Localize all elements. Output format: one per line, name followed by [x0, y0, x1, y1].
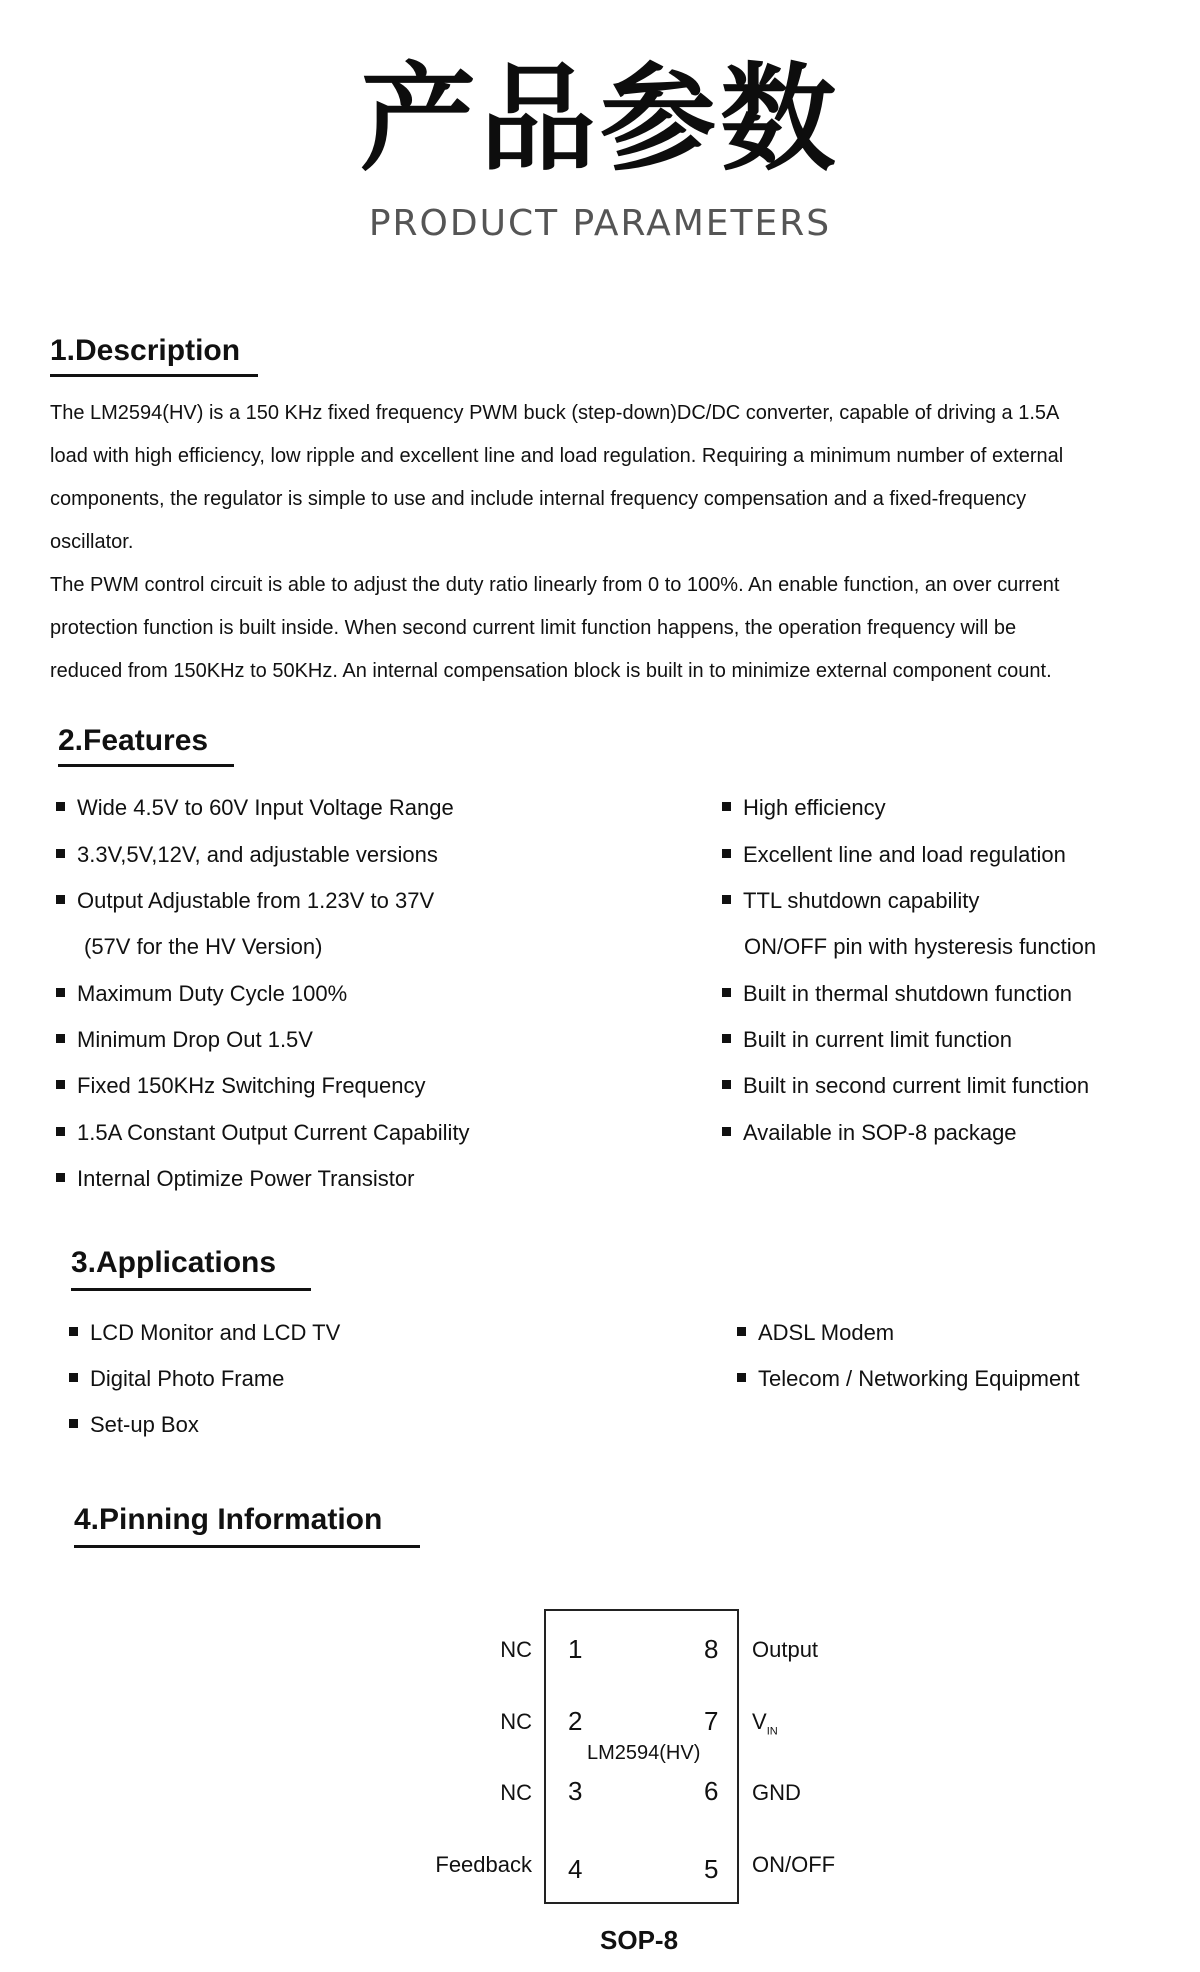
bullet-icon — [69, 1373, 78, 1382]
feature-item-continuation: ON/OFF pin with hysteresis function — [744, 934, 1097, 959]
application-item: ADSL Modem — [737, 1322, 894, 1344]
application-item: Digital Photo Frame — [69, 1368, 284, 1390]
page-title-chinese: 产品参数 — [360, 52, 840, 187]
bullet-icon — [56, 802, 65, 811]
feature-item-continuation: (57V for the HV Version) — [84, 934, 323, 959]
description-line: load with high efficiency, low ripple and excellent line and load regulation. Requiring a minimum number of external — [50, 445, 1064, 467]
pin-label-4: Feedback — [435, 1852, 532, 1877]
pin-number-7: 7 — [704, 1706, 719, 1736]
application-item: Set-up Box — [69, 1414, 199, 1436]
bullet-icon — [722, 1127, 731, 1136]
pin-number-6: 6 — [704, 1776, 719, 1806]
pin-label-6: GND — [752, 1780, 801, 1805]
applications-underline — [71, 1288, 311, 1291]
bullet-icon — [722, 849, 731, 858]
feature-item: 3.3V,5V,12V, and adjustable versions — [56, 844, 438, 866]
pin-label-2: NC — [500, 1709, 532, 1734]
bullet-icon — [56, 1173, 65, 1182]
feature-item: Wide 4.5V to 60V Input Voltage Range — [56, 797, 454, 819]
bullet-icon — [722, 988, 731, 997]
pin-label-5: ON/OFF — [752, 1852, 836, 1877]
bullet-icon — [56, 1080, 65, 1089]
pin-number-8: 8 — [704, 1634, 719, 1664]
pin-number-5: 5 — [704, 1854, 719, 1884]
feature-item: High efficiency — [722, 797, 886, 819]
pin-label-3: NC — [500, 1780, 532, 1805]
feature-item: Maximum Duty Cycle 100% — [56, 983, 347, 1005]
bullet-icon — [737, 1327, 746, 1336]
feature-item: Built in second current limit function — [722, 1075, 1089, 1097]
bullet-icon — [737, 1373, 746, 1382]
bullet-icon — [69, 1419, 78, 1428]
feature-item: Output Adjustable from 1.23V to 37V — [56, 890, 434, 912]
application-item: Telecom / Networking Equipment — [737, 1368, 1080, 1390]
bullet-icon — [722, 1034, 731, 1043]
feature-item: Built in thermal shutdown function — [722, 983, 1072, 1005]
description-line: oscillator. — [50, 531, 134, 553]
description-line: The LM2594(HV) is a 150 KHz fixed frequency PWM buck (step-down)DC/DC converter, capable of driving a 1.5A — [50, 402, 1060, 424]
chip-name: LM2594(HV) — [587, 1742, 701, 1764]
bullet-icon — [722, 802, 731, 811]
description-text — [50, 392, 1160, 693]
pin-label-8: Output — [752, 1637, 819, 1662]
feature-item: Built in current limit function — [722, 1029, 1012, 1051]
pinning-underline — [74, 1545, 420, 1548]
package-label: SOP-8 — [600, 1925, 679, 1955]
pin-label-7: $V_{IN}$ — [752, 1709, 778, 1738]
pin-number-1: 1 — [568, 1634, 583, 1664]
bullet-icon — [56, 988, 65, 997]
pinning-heading: 4.Pinning Information — [74, 1503, 383, 1536]
description-line: The PWM control circuit is able to adjust the duty ratio linearly from 0 to 100%. An enable function, an over current — [50, 574, 1060, 596]
pin-number-4: 4 — [568, 1854, 583, 1884]
features-underline — [58, 764, 234, 767]
pin-number-2: 2 — [568, 1706, 583, 1736]
features-heading: 2.Features — [58, 724, 209, 757]
bullet-icon — [56, 895, 65, 904]
feature-item: Excellent line and load regulation — [722, 844, 1066, 866]
bullet-icon — [56, 1127, 65, 1136]
applications-heading: 3.Applications — [71, 1246, 277, 1279]
pin-number-3: 3 — [568, 1776, 583, 1806]
feature-item: TTL shutdown capability — [722, 890, 979, 912]
bullet-icon — [722, 1080, 731, 1089]
bullet-icon — [722, 895, 731, 904]
feature-item: Minimum Drop Out 1.5V — [56, 1029, 313, 1051]
bullet-icon — [56, 849, 65, 858]
page-title-english: PRODUCT PARAMETERS — [368, 203, 832, 244]
feature-item: 1.5A Constant Output Current Capability — [56, 1122, 470, 1144]
description-underline — [50, 374, 258, 377]
feature-item: Internal Optimize Power Transistor — [56, 1168, 414, 1190]
description-line: reduced from 150KHz to 50KHz. An internal compensation block is built in to minimize external component count. — [50, 660, 1052, 682]
application-item: LCD Monitor and LCD TV — [69, 1322, 340, 1344]
bullet-icon — [69, 1327, 78, 1336]
feature-item: Available in SOP-8 package — [722, 1122, 1017, 1144]
description-heading: 1.Description — [50, 334, 241, 367]
pin-label-1: NC — [500, 1637, 532, 1662]
feature-item: Fixed 150KHz Switching Frequency — [56, 1075, 426, 1097]
description-line: components, the regulator is simple to use and include internal frequency compensation and a fixed-frequency — [50, 488, 1027, 510]
bullet-icon — [56, 1034, 65, 1043]
description-line: protection function is built inside. When second current limit function happens, the operation frequency will be — [50, 617, 1017, 639]
